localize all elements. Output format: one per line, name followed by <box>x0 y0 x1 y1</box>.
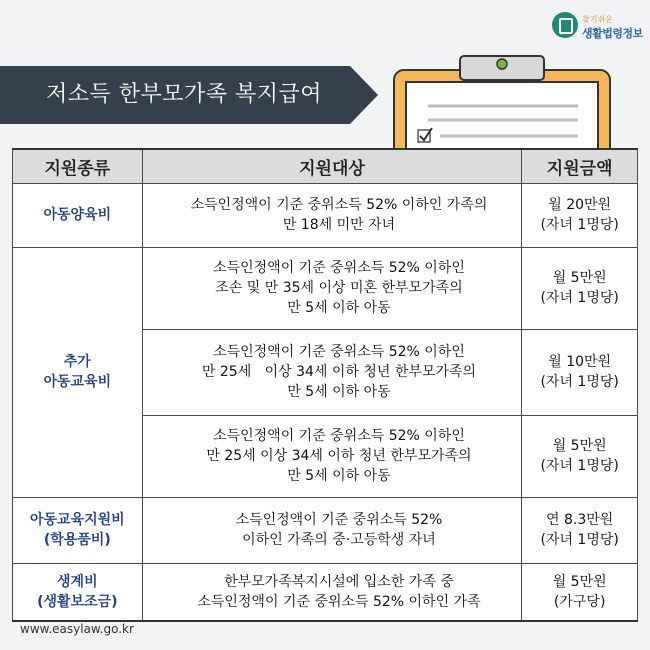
row-target: 소득인정액이 기준 중위소득 52% 이하인 만 25세 이상 34세 이하 청년 한부모가족의 만 5세 이하 아동 <box>142 329 522 415</box>
row-amount: 연 8.3만원 (자녀 1명당) <box>522 497 638 563</box>
title-banner <box>0 66 378 124</box>
row-amount: 월 5만원 (자녀 1명당) <box>522 247 638 329</box>
table-row <box>13 183 638 247</box>
table-row <box>13 247 638 329</box>
benefit-table <box>12 148 638 622</box>
row-amount: 월 5만원 (자녀 1명당) <box>522 415 638 497</box>
clipboard-icon <box>388 40 628 160</box>
row-target: 소득인정액이 기준 중위소득 52% 이하인 가족의 중·고등학생 자녀 <box>142 497 522 563</box>
row-type: 생계비 (생활보조금) <box>13 563 143 621</box>
easylaw-logo <box>552 8 644 44</box>
header-target: 지원대상 <box>142 149 522 183</box>
row-type: 아동양육비 <box>13 183 143 247</box>
row-type: 추가 아동교육비 <box>13 247 143 497</box>
row-amount: 월 20만원 (자녀 1명당) <box>522 183 638 247</box>
header-amount: 지원금액 <box>522 149 638 183</box>
row-amount: 월 10만원 (자녀 1명당) <box>522 329 638 415</box>
row-target: 한부모가족복지시설에 입소한 가족 중 소득인정액이 기준 중위소득 52% 이하인 가족 <box>142 563 522 621</box>
row-target: 소득인정액이 기준 중위소득 52% 이하인 가족의 만 18세 미만 자녀 <box>142 183 522 247</box>
site-url: www.easylaw.go.kr <box>20 622 134 636</box>
row-amount: 월 5만원 (가구당) <box>522 563 638 621</box>
page-title: 저소득 한부모가족 복지급여 <box>46 82 323 107</box>
row-target: 소득인정액이 기준 중위소득 52% 이하인 조손 및 만 35세 이상 미혼 한부모가족의 만 5세 이하 아동 <box>142 247 522 329</box>
table-row <box>13 563 638 621</box>
logo-subtitle: 찾기쉬운 <box>582 15 613 24</box>
table-header-row <box>13 149 638 183</box>
header-type: 지원종류 <box>13 149 143 183</box>
row-type: 아동교육지원비 (학용품비) <box>13 497 143 563</box>
row-target: 소득인정액이 기준 중위소득 52% 이하인 만 25세 이상 34세 이하 청년 한부모가족의 만 5세 이하 아동 <box>142 415 522 497</box>
logo-title: 생활법령정보 <box>582 27 643 40</box>
table-row <box>13 497 638 563</box>
document-icon <box>552 12 578 38</box>
